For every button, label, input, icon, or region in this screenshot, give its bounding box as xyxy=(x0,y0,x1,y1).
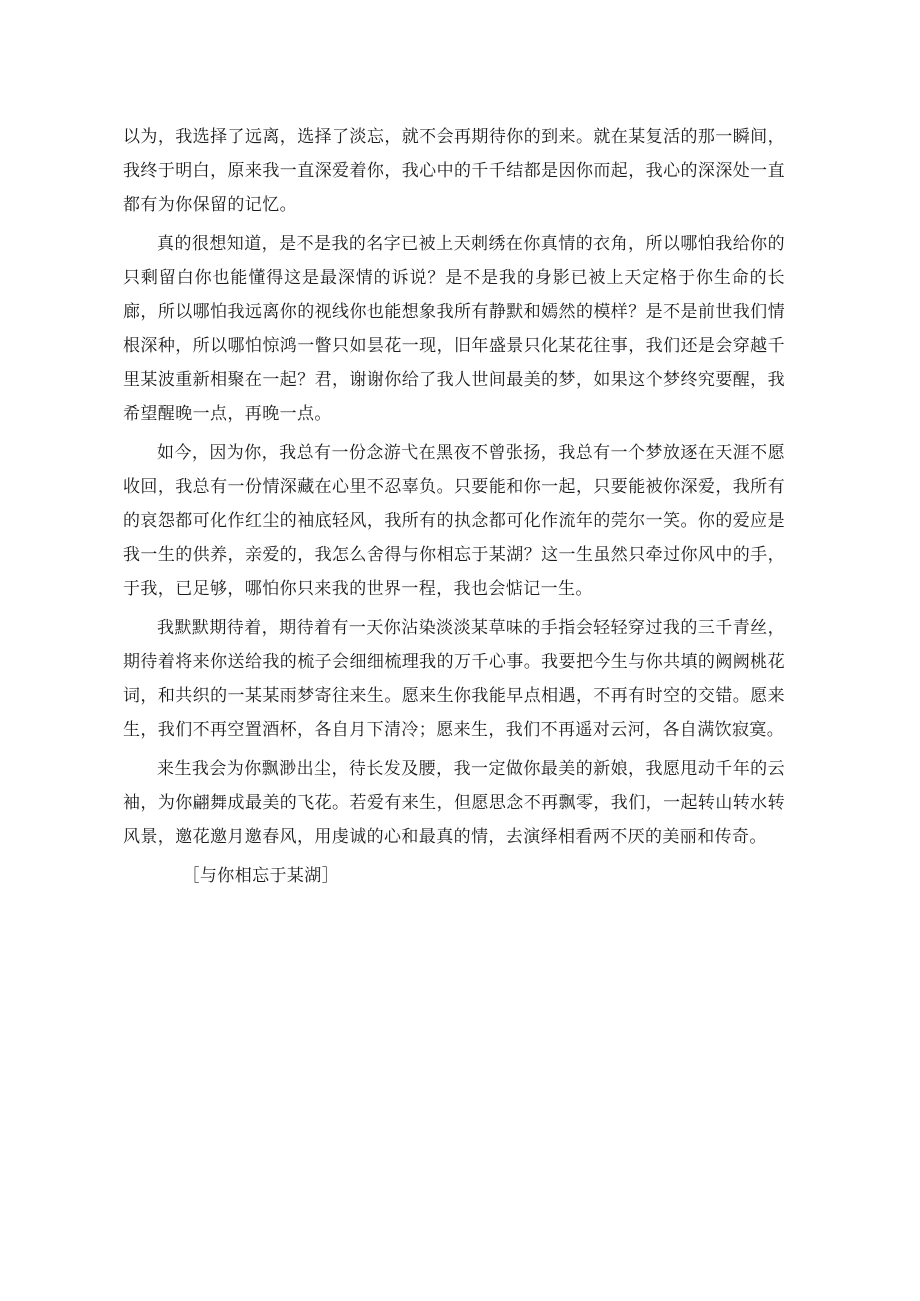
paragraph-3: 如今，因为你，我总有一份念游弋在黑夜不曾张扬，我总有一个梦放逐在天涯不愿收回，我总有一份情深藏在心里不忍辜负。只要能和你一起，只要能被你深爱，我所有的哀怨都可化作红尘的袖底轻风，我所有的执念都可化作流年的莞尔一笑。你的爱应是我一生的供养，亲爱的，我怎么舍得与你相忘于某湖？这一生虽然只牵过你风中的手，于我，已足够，哪怕你只来我的世界一程，我也会惦记一生。 xyxy=(123,443,785,599)
signature-title: ［与你相忘于某湖］ xyxy=(182,866,340,886)
document-body xyxy=(123,120,785,893)
paragraph-5: 来生我会为你飘渺出尘，待长发及腰，我一定做你最美的新娘，我愿甩动千年的云袖，为你翩舞成最美的飞花。若爱有来生，但愿思念不再飘零，我们，一起转山转水转风景，邀花邀月邀春风，用虔诚的心和最真的情，去演绎相看两不厌的美丽和传奇。 xyxy=(123,759,785,847)
paragraph-2: 真的很想知道，是不是我的名字已被上天刺绣在你真情的衣角，所以哪怕我给你的只剩留白你也能懂得这是最深情的诉说？是不是我的身影已被上天定格于你生命的长廊，所以哪怕我远离你的视线你也能想象我所有静默和嫣然的模样？是不是前世我们情根深种，所以哪怕惊鸿一瞥只如昙花一现，旧年盛景只化某花往事，我们还是会穿越千里某波重新相聚在一起？君，谢谢你给了我人世间最美的梦，如果这个梦终究要醒，我希望醒晚一点，再晚一点。 xyxy=(123,234,785,424)
paragraph-1: 以为，我选择了远离，选择了淡忘，就不会再期待你的到来。就在某复活的那一瞬间，我终于明白，原来我一直深爱着你，我心中的千千结都是因你而起，我心的深深处一直都有为你保留的记忆。 xyxy=(123,127,785,215)
paragraph-4: 我默默期待着，期待着有一天你沾染淡淡某草味的手指会轻轻穿过我的三千青丝，期待着将来你送给我的梳子会细细梳理我的万千心事。我要把今生与你共填的阙阙桃花词，和共织的一某某雨梦寄往来生。愿来生你我能早点相遇，不再有时空的交错。愿来生，我们不再空置酒杯，各自月下清冷；愿来生，我们不再遥对云河，各自满饮寂寞。 xyxy=(123,618,785,740)
